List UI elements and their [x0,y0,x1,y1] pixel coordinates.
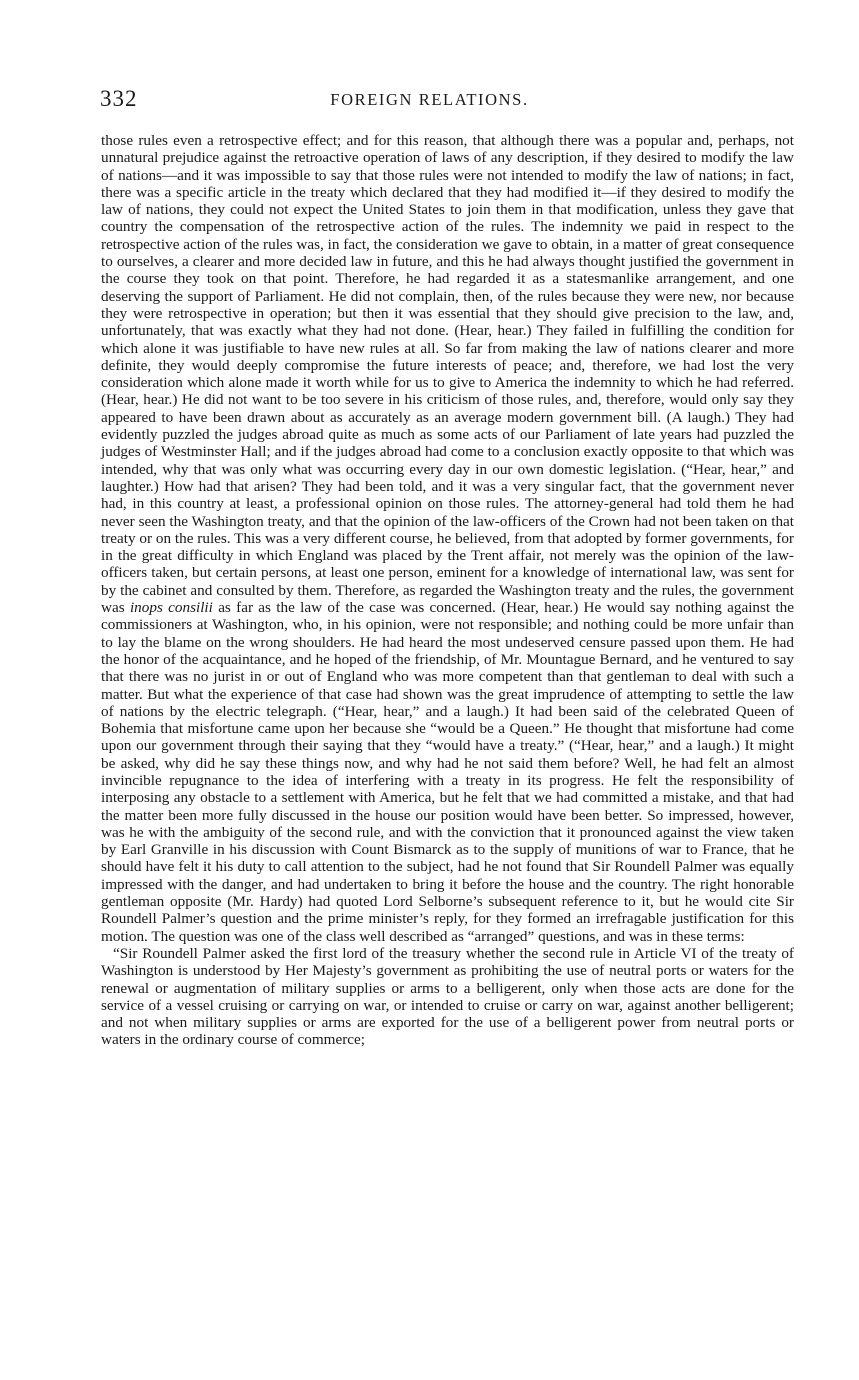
paragraph-quotation: “Sir Roundell Palmer asked the first lord of the treasury whether the second rule in Article VI of the treaty of Washington is understood by Her Majesty’s government as prohibiting the use of neutral ports or waters for the renewal or augmentation of military supplies or arms to a belligerent, only when those acts are done for the service of a vessel cruising or carrying on war, or intended to cruise or carry on war, against another belligerent; and not when military supplies or arms are exported for the use of a belligerent power from neutral ports or waters in the ordinary course of commerce; [101,944,794,1049]
paragraph-text-part-1: those rules even a retrospective effect; and for this reason, that although there was a popular and, perhaps, not unnatural prejudice against the retroactive operation of laws of any description, if they desired to modify the law of nations—and it was impossible to say that those rules were not intended to modify the law of nations; in fact, there was a specific article in the treaty which declared that they had modified it—if they desired to modify the law of nations, they could not expect the United States to join them in that modification, unless they gave that country the compensation of the retrospective action of the rules. The indemnity we paid in respect to the retrospective action of the rules was, in fact, the consideration we gave to obtain, in a matter of great consequence to ourselves, a clearer and more decided law in future, and this he had always thought justified the government in the course they took on that point. Therefore, he had regarded it as a statesmanlike arrangement, and one deserving the support of Parliament. He did not complain, then, of the rules because they were new, nor because they were retrospective in operation; but then it was essential that they should give precision to the law, and, unfortunately, that was exactly what they had not done. (Hear, hear.) They failed in fulfilling the condition for which alone it was justifiable to have new rules at all. So far from making the law of nations clearer and more definite, they would deeply compromise the future interests of peace; and, therefore, we had lost the very consideration which alone made it worth while for us to give to America the indemnity to which he had referred. (Hear, hear.) He did not want to be too severe in his criticism of those rules, and, therefore, would only say they appeared to have been drawn about as accurately as an average modern government bill. (A laugh.) They had evidently puzzled the judges abroad quite as much as some acts of our Parliament of late years had puzzled the judges of Westminster Hall; and if the judges abroad had come to a conclusion exactly opposite to that which was intended, why that was only what was occurring every day in our own domestic legislation. (“Hear, hear,” and laughter.) How had that arisen? They had been told, and it was a very singular fact, that the government never had, in this country at least, a professional opinion on those rules. The attorney-general had told them he had never seen the Washington treaty, and that the opinion of the law-officers of the Crown had not been taken on that treaty or on the rules. This was a very different course, he believed, from that adopted by former governments, for in the great difficulty in which England was placed by the Trent affair, not merely was the opinion of the law-officers taken, but certain persons, at least one person, eminent for a knowledge of international law, was sent for by the cabinet and consulted by them. Therefore, as regarded the Washington treaty and the rules, the government was [101,132,794,617]
latin-phrase: inops consilii [129,599,213,617]
body-text [101,132,794,1049]
paragraph-text-part-2: as far as the law of the case was concerned. (Hear, hear.) He would say nothing against the commissioners at Washington, who, in his opinion, were not responsible; and nothing could be more unfair than to lay the blame on the wrong shoulders. He had heard the most undeserved censure passed upon them. He had the honor of the acquaintance, and he hoped of the friendship, of Mr. Mountague Bernard, and he ventured to say that there was no jurist in or out of England who was more competent than that gentleman to deal with such a matter. But what the experience of that case had shown was the great imprudence of attempting to settle the law of nations by the electric telegraph. (“Hear, hear,” and a laugh.) It had been said of the celebrated Queen of Bohemia that misfortune came upon her because she “would be a Queen.” He thought that misfortune had come upon our government through their saying that they “would have a treaty.” (“Hear, hear,” and a laugh.) It might be asked, why did he say these things now, and why had he not said them before? Well, he had felt an almost invincible repugnance to the idea of interfering with a treaty in its progress. He felt the responsibility of interposing any obstacle to a settlement with America, but he felt that we had committed a mistake, and that had the matter been more fully discussed in the house our position would have been better. So impressed, however, was he with the ambiguity of the second rule, and with the conviction that it pronounced against the view taken by Earl Granville in his discussion with Count Bismarck as to the supply of munitions of war to France, that he should have felt it his duty to call attention to the subject, had he not found that Sir Roundell Palmer was equally impressed with the danger, and had undertaken to bring it before the house and the country. The right honorable gentleman opposite (Mr. Hardy) had quoted Lord Selborne’s subsequent reference to it, but he would cite Sir Roundell Palmer’s question and the prime minister’s reply, for they formed an irrefragable justification for this motion. The question was one of the class well described as “arranged” questions, and was in these terms: [101,599,794,945]
page-number: 332 [100,86,138,111]
running-title: FOREIGN RELATIONS. [330,90,529,109]
paragraph-speech [101,132,794,945]
